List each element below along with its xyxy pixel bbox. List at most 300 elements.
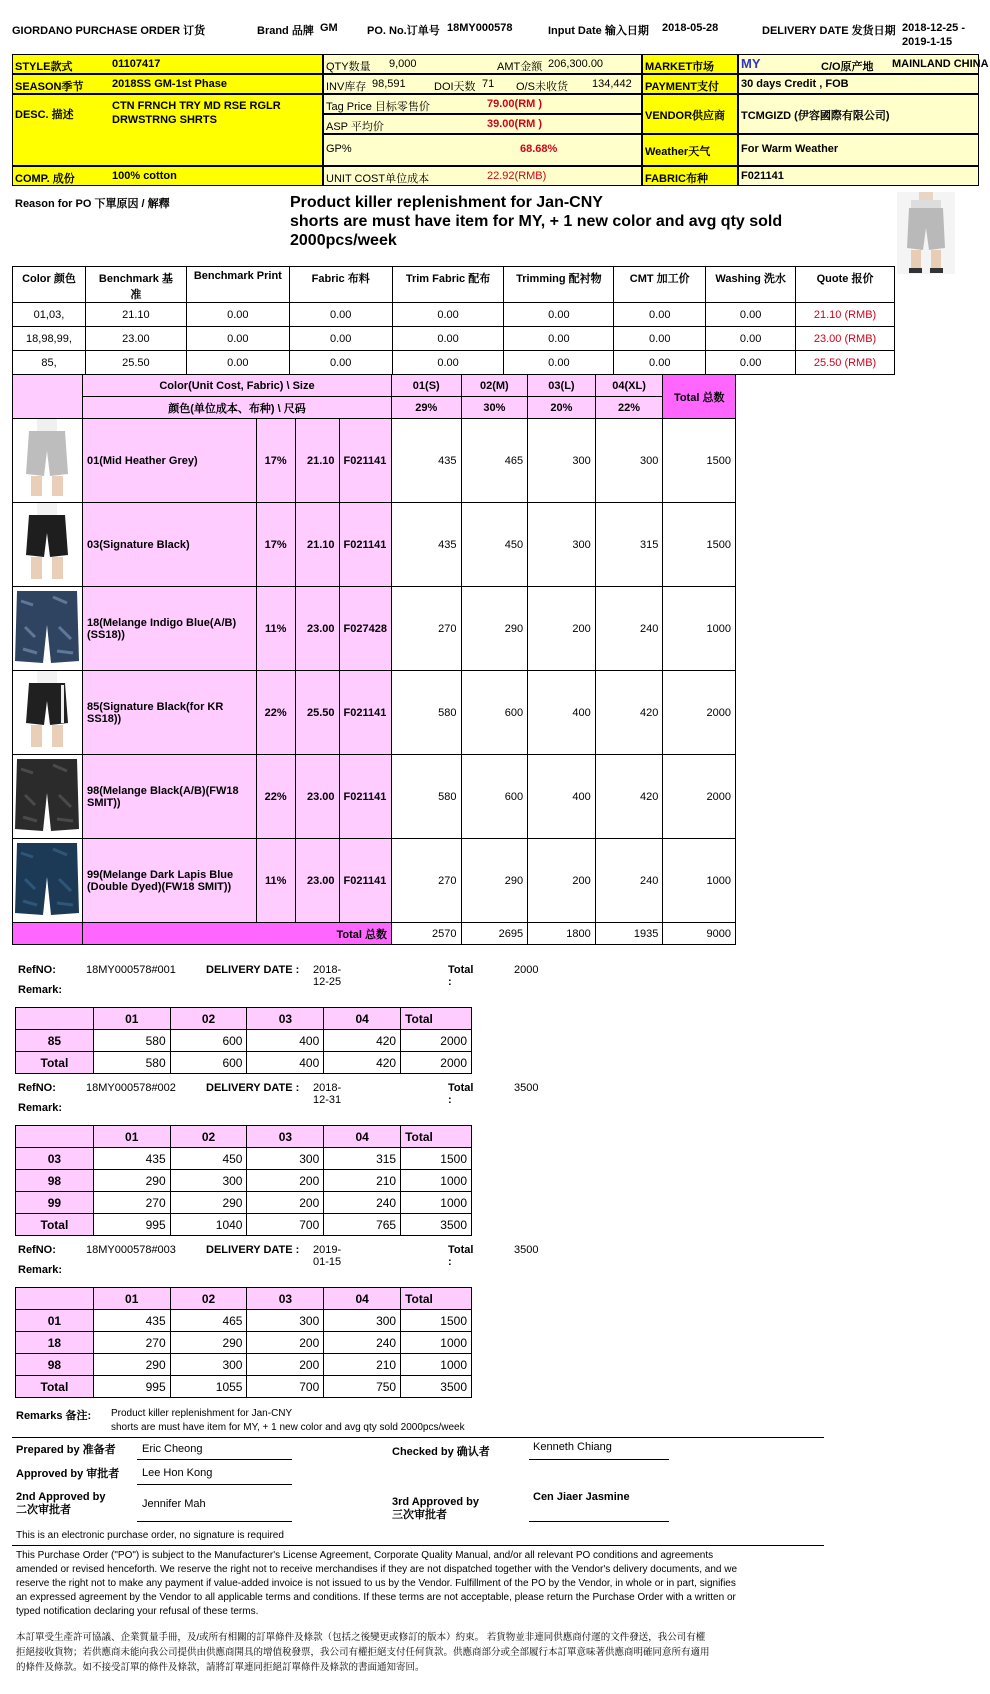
bench-cell: 0.00 [289, 351, 392, 375]
bench-cell: 21.10 [85, 303, 186, 327]
ref-row-label: Total [16, 1376, 94, 1398]
bench-head-quote [796, 267, 895, 303]
ref-cell: 200 [247, 1332, 324, 1354]
signature-line [137, 1521, 292, 1522]
payment-label-cell [642, 74, 738, 94]
color-fabric: F021141 [339, 755, 391, 839]
vendor-value: TCMGIZD (伊容國際有限公司) [741, 110, 890, 122]
color-row [13, 839, 736, 923]
ref-remark-label: Remark: [18, 984, 63, 996]
ref-col-header: Total [401, 1288, 472, 1310]
bench-head-trim-fabric [392, 267, 504, 303]
ref-cell: 995 [93, 1214, 170, 1236]
ref-col-header: 01 [93, 1288, 170, 1310]
grand-total-cell: 2570 [391, 923, 461, 945]
ref-table-row [16, 1170, 472, 1192]
ref-cell: 240 [324, 1332, 401, 1354]
qty-row [323, 54, 642, 74]
bench-cell: 0.00 [614, 351, 706, 375]
qty-cell: 200 [528, 587, 596, 671]
ref-cell: 3500 [401, 1214, 472, 1236]
color-fabric: F021141 [339, 419, 391, 503]
ref-row-label: 98 [16, 1354, 94, 1376]
bench-head-text: CMT 加工价 [629, 273, 690, 285]
bench-head-text: Washing 洗水 [715, 273, 786, 285]
color-name-2: (Double Dyed)(FW18 SMIT)) [86, 880, 232, 893]
input-date-label: Input Date 输入日期 [548, 25, 649, 37]
color-fabric: F027428 [339, 587, 391, 671]
origin-label: C/O原产地 [821, 61, 874, 73]
ref-cell: 300 [170, 1170, 247, 1192]
bench-quote-cell: 23.00 (RMB) [796, 327, 895, 351]
ref-total: 2000 [514, 964, 539, 976]
color-name-2: (SS18)) [86, 628, 125, 641]
qty-cell: 300 [595, 419, 663, 503]
season-value: 2018SS GM-1st Phase [112, 78, 227, 90]
market-value-cell [738, 54, 989, 74]
product-image-cell [13, 755, 83, 839]
bench-cell: 0.00 [706, 351, 796, 375]
terms-zh-line: 本訂單受生產許可協議、企業質量手冊，及/或所有相關的訂單條件及條款（包括之後變更或修訂的版本）約束。 若貨物並非連同供應商付運的文件發送，我公司有權 [16, 1632, 706, 1643]
color-cost: 25.50 [295, 671, 339, 755]
ref-cell: 420 [324, 1030, 401, 1052]
second-approved-name: Jennifer Mah [142, 1498, 206, 1510]
signature-line [137, 1484, 292, 1485]
ref-number: 18MY000578#002 [86, 1082, 176, 1094]
total-header: Total 总数 [663, 375, 736, 419]
ref-total-label: Total : [448, 1244, 474, 1268]
color-name-cell [82, 503, 256, 587]
ref-cell: 1000 [401, 1332, 472, 1354]
bench-head-cmt [614, 267, 706, 303]
second-approved-label [16, 1491, 105, 1517]
qty-cell: 580 [391, 671, 461, 755]
signature-line [529, 1521, 669, 1522]
size-header: 02(M) [461, 375, 528, 397]
weather-label-cell [642, 134, 738, 166]
ref-col-header: Total [401, 1126, 472, 1148]
qty-value: 9,000 [389, 58, 417, 70]
color-name: 85(Signature Black(for KR [86, 700, 224, 713]
color-name-cell [82, 419, 256, 503]
comp-row [12, 166, 323, 186]
bench-cell: 0.00 [504, 351, 614, 375]
ref-cell: 465 [170, 1310, 247, 1332]
divider [12, 1437, 824, 1438]
asp-label: ASP 平均价 [326, 121, 384, 133]
color-pct: 11% [256, 839, 295, 923]
style-value: 01107417 [112, 58, 161, 70]
qty-cell: 450 [461, 503, 528, 587]
ref-cell: 600 [170, 1030, 247, 1052]
ref-total-label: Total : [448, 1082, 474, 1106]
delivery-date-value: 2018-12-25 - [902, 22, 965, 34]
terms-english [16, 1549, 826, 1619]
shorts-black-stripe-image [13, 671, 81, 751]
ref-corner-cell [16, 1008, 94, 1030]
bench-quote-cell: 25.50 (RMB) [796, 351, 895, 375]
bench-head-benchmark [85, 267, 186, 303]
ref-cell: 750 [324, 1376, 401, 1398]
qty-label: QTY数量 [326, 61, 371, 73]
ref-table-row [16, 1030, 472, 1052]
season-row [12, 74, 323, 94]
color-pct: 22% [256, 755, 295, 839]
color-size-header-zh: 颜色(单位成本、布种) \ 尺码 [82, 397, 391, 419]
ref-row-label: 01 [16, 1310, 94, 1332]
unit-cost-row [323, 166, 642, 186]
divider [12, 1545, 824, 1546]
color-name: 01(Mid Heather Grey) [86, 454, 198, 467]
color-pct: 17% [256, 419, 295, 503]
bench-head-text: Quote 报价 [816, 273, 874, 285]
bench-head-fabric [289, 267, 392, 303]
ref-col-header: 02 [170, 1126, 247, 1148]
color-name-cell [82, 671, 256, 755]
ref-cell: 700 [247, 1214, 324, 1236]
row-total: 1000 [663, 839, 736, 923]
color-name: 98(Melange Black(A/B)(FW18 [86, 784, 239, 797]
amt-label: AMT金额 [497, 61, 543, 73]
ref-row-label: Total [16, 1214, 94, 1236]
qty-cell: 600 [461, 755, 528, 839]
size-pct-row [13, 397, 736, 419]
color-row [13, 755, 736, 839]
ref-cell: 300 [247, 1310, 324, 1332]
ref-number: 18MY000578#003 [86, 1244, 176, 1256]
ref-col-header: 01 [93, 1008, 170, 1030]
ref-cell: 270 [93, 1192, 170, 1214]
unit-cost-value: 22.92(RMB) [487, 170, 547, 182]
ref-cell: 1000 [401, 1170, 472, 1192]
shorts-black-image [13, 503, 81, 583]
market-label: MARKET市场 [645, 61, 715, 73]
bench-cell: 0.00 [392, 351, 504, 375]
vendor-label-cell [642, 94, 738, 134]
second-approved-label-zh: 二次审批者 [16, 1504, 71, 1516]
ref-row-label: 03 [16, 1148, 94, 1170]
desc-value-2: DRWSTRNG SHRTS [112, 114, 217, 126]
second-approved-label-en: 2nd Approved by [16, 1491, 106, 1503]
row-total: 1500 [663, 419, 736, 503]
row-total: 1000 [663, 587, 736, 671]
style-row [12, 54, 323, 74]
color-row [13, 503, 736, 587]
origin-value: MAINLAND CHINA [892, 58, 989, 70]
shorts-lapis-image [13, 839, 81, 919]
brand-label: Brand 品牌 [257, 25, 314, 37]
shorts-grey-image [13, 419, 81, 499]
ref-table-row [16, 1332, 472, 1354]
ref-table-1 [15, 1007, 472, 1074]
comp-value: 100% cotton [112, 170, 177, 182]
fabric-label-cell [642, 166, 738, 186]
product-image-cell [13, 587, 83, 671]
color-row [13, 671, 736, 755]
bench-cell: 0.00 [504, 327, 614, 351]
bench-cell: 0.00 [392, 303, 504, 327]
benchmark-header-row [13, 267, 895, 303]
grand-total-cell: 1800 [528, 923, 596, 945]
delivery-date-value-end: 2019-1-15 [902, 36, 953, 48]
unit-cost-label: UNIT COST单位成本 [326, 173, 430, 185]
qty-cell: 400 [528, 755, 596, 839]
size-header: 03(L) [528, 375, 596, 397]
ref-remark-label: Remark: [18, 1264, 63, 1276]
qty-cell: 200 [528, 839, 596, 923]
qty-cell: 315 [595, 503, 663, 587]
ref-cell: 300 [170, 1354, 247, 1376]
remarks-text [111, 1407, 465, 1435]
ref-date: 2018-12-31 [313, 1082, 342, 1106]
ref-cell: 1500 [401, 1310, 472, 1332]
ref-corner-cell [16, 1126, 94, 1148]
bench-head-text-2: 准 [130, 289, 142, 301]
bench-cell: 18,98,99, [13, 327, 86, 351]
ref-table-total-row [16, 1376, 472, 1398]
ref-cell: 300 [324, 1310, 401, 1332]
image-header-cell [13, 375, 83, 419]
third-approved-label-en: 3rd Approved by [392, 1496, 479, 1508]
market-value: MY [741, 56, 761, 71]
desc-label: DESC. 描述 [15, 109, 74, 121]
bench-cell: 85, [13, 351, 86, 375]
ref-cell: 3500 [401, 1376, 472, 1398]
ref-table-row [16, 1148, 472, 1170]
grand-total-cell: 9000 [663, 923, 736, 945]
desc-value-1: CTN FRNCH TRY MD RSE RGLR [112, 100, 281, 112]
vendor-value-cell [738, 94, 979, 134]
terms-en-line: amended or revised henceforth. We reserve the right not to receive merchandises if they are not dispatched together with the Vendor's delivery documents, and we [16, 1564, 738, 1575]
color-fabric: F021141 [339, 503, 391, 587]
ref-cell: 210 [324, 1170, 401, 1192]
ref-table-header [16, 1288, 472, 1310]
size-pct: 20% [528, 397, 596, 419]
benchmark-table [12, 266, 895, 375]
ref-cell: 400 [247, 1030, 324, 1052]
ref-cell: 200 [247, 1354, 324, 1376]
terms-zh-line: 的條件及條款。如不接受訂單的條件及條款，請將訂單連同拒絕訂單條件及條款的書面通知寄回。 [16, 1662, 425, 1673]
ref-total: 3500 [514, 1244, 539, 1256]
approved-name: Lee Hon Kong [142, 1467, 213, 1479]
asp-row [323, 114, 642, 134]
terms-en-line: typed notification declaring your refusal of these terms. [16, 1606, 259, 1617]
ref-table-header [16, 1008, 472, 1030]
color-size-header [82, 375, 391, 397]
prepared-name: Eric Cheong [142, 1443, 203, 1455]
weather-value-cell [738, 134, 979, 166]
product-image-cell [13, 503, 83, 587]
bench-cell: 0.00 [289, 303, 392, 327]
bench-head-text: Fabric 布料 [311, 273, 370, 285]
ref-cell: 300 [247, 1148, 324, 1170]
ref-cell: 435 [93, 1310, 170, 1332]
ref-col-header: Total [401, 1008, 472, 1030]
ref-col-header: 02 [170, 1008, 247, 1030]
market-label-cell [642, 54, 738, 74]
bench-cell: 0.00 [392, 327, 504, 351]
ref-cell: 290 [93, 1170, 170, 1192]
qty-cell: 290 [461, 839, 528, 923]
qty-cell: 290 [461, 587, 528, 671]
color-name-cell [82, 839, 256, 923]
ref-label: RefNO: [18, 1082, 56, 1094]
po-value: 18MY000578 [447, 22, 513, 34]
qty-cell: 420 [595, 755, 663, 839]
product-image-cell [13, 671, 83, 755]
third-approved-name: Cen Jiaer Jasmine [533, 1491, 630, 1503]
bench-head-text: Benchmark 基 [98, 273, 173, 285]
ref-cell: 240 [324, 1192, 401, 1214]
size-breakdown-table [12, 374, 736, 945]
bench-cell: 0.00 [706, 303, 796, 327]
ref-total: 3500 [514, 1082, 539, 1094]
ref-row-label: 99 [16, 1192, 94, 1214]
color-size-header-en: Color(Unit Cost, Fabric) \ Size [159, 379, 315, 392]
benchmark-row [13, 303, 895, 327]
shorts-melange-black-image [13, 755, 81, 835]
bench-cell: 0.00 [186, 351, 289, 375]
qty-cell: 240 [595, 839, 663, 923]
prepared-label: Prepared by 准备者 [16, 1444, 116, 1456]
product-image-cell [13, 419, 83, 503]
color-pct: 11% [256, 587, 295, 671]
bench-cell: 0.00 [614, 303, 706, 327]
fabric-value-cell [738, 166, 979, 186]
ref-cell: 580 [93, 1052, 170, 1074]
ref-corner-cell [16, 1288, 94, 1310]
input-date-value: 2018-05-28 [662, 22, 719, 34]
size-header: 04(XL) [595, 375, 663, 397]
size-header-row [13, 375, 736, 397]
ref-cell: 995 [93, 1376, 170, 1398]
bench-head-text: Benchmark Print [193, 270, 282, 282]
bench-quote-cell: 21.10 (RMB) [796, 303, 895, 327]
reason-line-2: shorts are must have item for MY, + 1 new color and avg qty sold [290, 213, 783, 230]
tag-price-value: 79.00(RM ) [487, 98, 543, 110]
reason-label: Reason for PO 下單原因 / 解釋 [15, 198, 170, 210]
color-name-cell [82, 587, 256, 671]
color-cost: 21.10 [295, 419, 339, 503]
ref-cell: 600 [170, 1052, 247, 1074]
ref-table-header [16, 1126, 472, 1148]
color-name-cell [82, 755, 256, 839]
company-title: GIORDANO PURCHASE ORDER 订货 [12, 25, 206, 37]
shorts-indigo-image [13, 587, 81, 667]
color-name: 03(Signature Black) [86, 538, 190, 551]
ref-cell: 700 [247, 1376, 324, 1398]
ref-cell: 1000 [401, 1192, 472, 1214]
ref-col-header: 04 [324, 1126, 401, 1148]
reason-text [290, 193, 782, 250]
bench-cell: 0.00 [614, 327, 706, 351]
color-cost: 23.00 [295, 755, 339, 839]
ref-cell: 290 [93, 1354, 170, 1376]
season-label: SEASON季节 [15, 81, 84, 93]
benchmark-row [13, 327, 895, 351]
ref-row-label: 98 [16, 1170, 94, 1192]
ref-label: RefNO: [18, 964, 56, 976]
comp-label: COMP. 成份 [15, 173, 75, 185]
ref-date-label: DELIVERY DATE : [206, 1082, 300, 1094]
benchmark-row [13, 351, 895, 375]
terms-zh-line: 拒絕接收貨物；若供應商未能向我公司提供由供應商開具的增值稅發票，我公司有權拒絕支付任何貨款。供應商部分或全部履行本訂單意味著供應商明確同意所有適用 [16, 1647, 710, 1658]
ref-cell: 290 [170, 1192, 247, 1214]
ref-cell: 435 [93, 1148, 170, 1170]
color-name: 18(Melange Indigo Blue(A/B) [86, 616, 237, 629]
ref-table-3 [15, 1287, 472, 1398]
grand-total-cell: 1935 [595, 923, 663, 945]
bench-head-text: Trim Fabric 配布 [405, 273, 491, 285]
ref-cell: 400 [247, 1052, 324, 1074]
grand-total-label: Total 总数 [82, 923, 391, 945]
ref-col-header: 03 [247, 1008, 324, 1030]
reason-line-1: Product killer replenishment for Jan-CNY [290, 194, 603, 211]
ref-cell: 1055 [170, 1376, 247, 1398]
bench-cell: 0.00 [289, 327, 392, 351]
inv-value: 98,591 [372, 78, 406, 90]
color-name: 99(Melange Dark Lapis Blue [86, 868, 234, 881]
ref-col-header: 02 [170, 1288, 247, 1310]
ref-col-header: 04 [324, 1288, 401, 1310]
ref-row-label: 85 [16, 1030, 94, 1052]
bench-head-text: Trimming 配衬物 [516, 273, 602, 285]
ref-table-2 [15, 1125, 472, 1236]
ref-date-label: DELIVERY DATE : [206, 964, 300, 976]
color-name-2: SS18)) [86, 712, 122, 725]
color-pct: 17% [256, 503, 295, 587]
bench-head-color [13, 267, 86, 303]
desc-row [12, 94, 323, 166]
bench-cell: 25.50 [85, 351, 186, 375]
color-name-2: SMIT)) [86, 796, 121, 809]
bench-cell: 0.00 [706, 327, 796, 351]
brand-value: GM [320, 22, 338, 34]
fabric-label: FABRIC布种 [645, 173, 708, 185]
color-fabric: F021141 [339, 671, 391, 755]
inv-label: INV库存 [326, 81, 367, 93]
terms-en-line: reserve the right not to make any payment if value-added invoice is not issued to us by the Vendor. Fulfillment of the PO by the Vendor, in whole or in part, signifies [16, 1578, 736, 1589]
ref-cell: 270 [93, 1332, 170, 1354]
bench-head-print [186, 267, 289, 303]
payment-value: 30 days Credit , FOB [741, 78, 849, 90]
ref-remark-label: Remark: [18, 1102, 63, 1114]
ref-cell: 2000 [401, 1030, 472, 1052]
bench-head-washing [706, 267, 796, 303]
bench-head-text: Color 颜色 [22, 273, 76, 285]
size-pct: 30% [461, 397, 528, 419]
ref-cell: 1500 [401, 1148, 472, 1170]
color-cost: 23.00 [295, 587, 339, 671]
approved-label: Approved by 审批者 [16, 1468, 120, 1480]
ref-col-header: 03 [247, 1288, 324, 1310]
ref-col-header: 04 [324, 1008, 401, 1030]
terms-en-line: an expressed agreement by the Vendor to all applicable terms and conditions. If these terms are not acceptable, please return the Purchase Order with a written or [16, 1592, 736, 1603]
qty-cell: 435 [391, 503, 461, 587]
os-value: 134,442 [592, 78, 632, 90]
style-label: STYLE款式 [15, 61, 73, 73]
electronic-notice: This is an electronic purchase order, no signature is required [16, 1530, 284, 1541]
po-label: PO. No.订单号 [367, 25, 440, 37]
bench-cell: 23.00 [85, 327, 186, 351]
ref-table-row [16, 1192, 472, 1214]
color-fabric: F021141 [339, 839, 391, 923]
ref-cell: 765 [324, 1214, 401, 1236]
ref-number: 18MY000578#001 [86, 964, 176, 976]
ref-cell: 450 [170, 1148, 247, 1170]
checked-name: Kenneth Chiang [533, 1441, 612, 1453]
delivery-date-label: DELIVERY DATE 发货日期 [762, 25, 896, 37]
